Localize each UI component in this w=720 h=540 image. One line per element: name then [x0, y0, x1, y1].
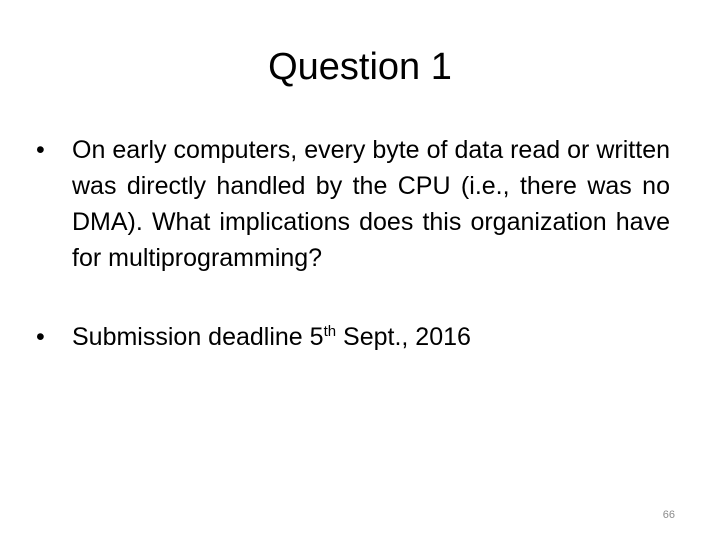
- deadline-text-before: Submission deadline 5: [72, 323, 324, 351]
- deadline-text-after: Sept., 2016: [336, 323, 471, 351]
- deadline-superscript: th: [323, 323, 337, 340]
- page-number: 66: [662, 509, 675, 521]
- bullet-list: [36, 132, 670, 355]
- bullet-marker: •: [36, 323, 45, 351]
- bullet-question-text: On early computers, every byte of data read or written was directly handled by the CPU (i.e., there was no DMA). What implications does this organization have for multiprogramming?: [72, 136, 670, 272]
- bullet-question: [36, 132, 670, 276]
- bullet-marker: •: [36, 136, 45, 164]
- slide-title: Question 1: [268, 46, 452, 88]
- bullet-deadline: [36, 319, 670, 355]
